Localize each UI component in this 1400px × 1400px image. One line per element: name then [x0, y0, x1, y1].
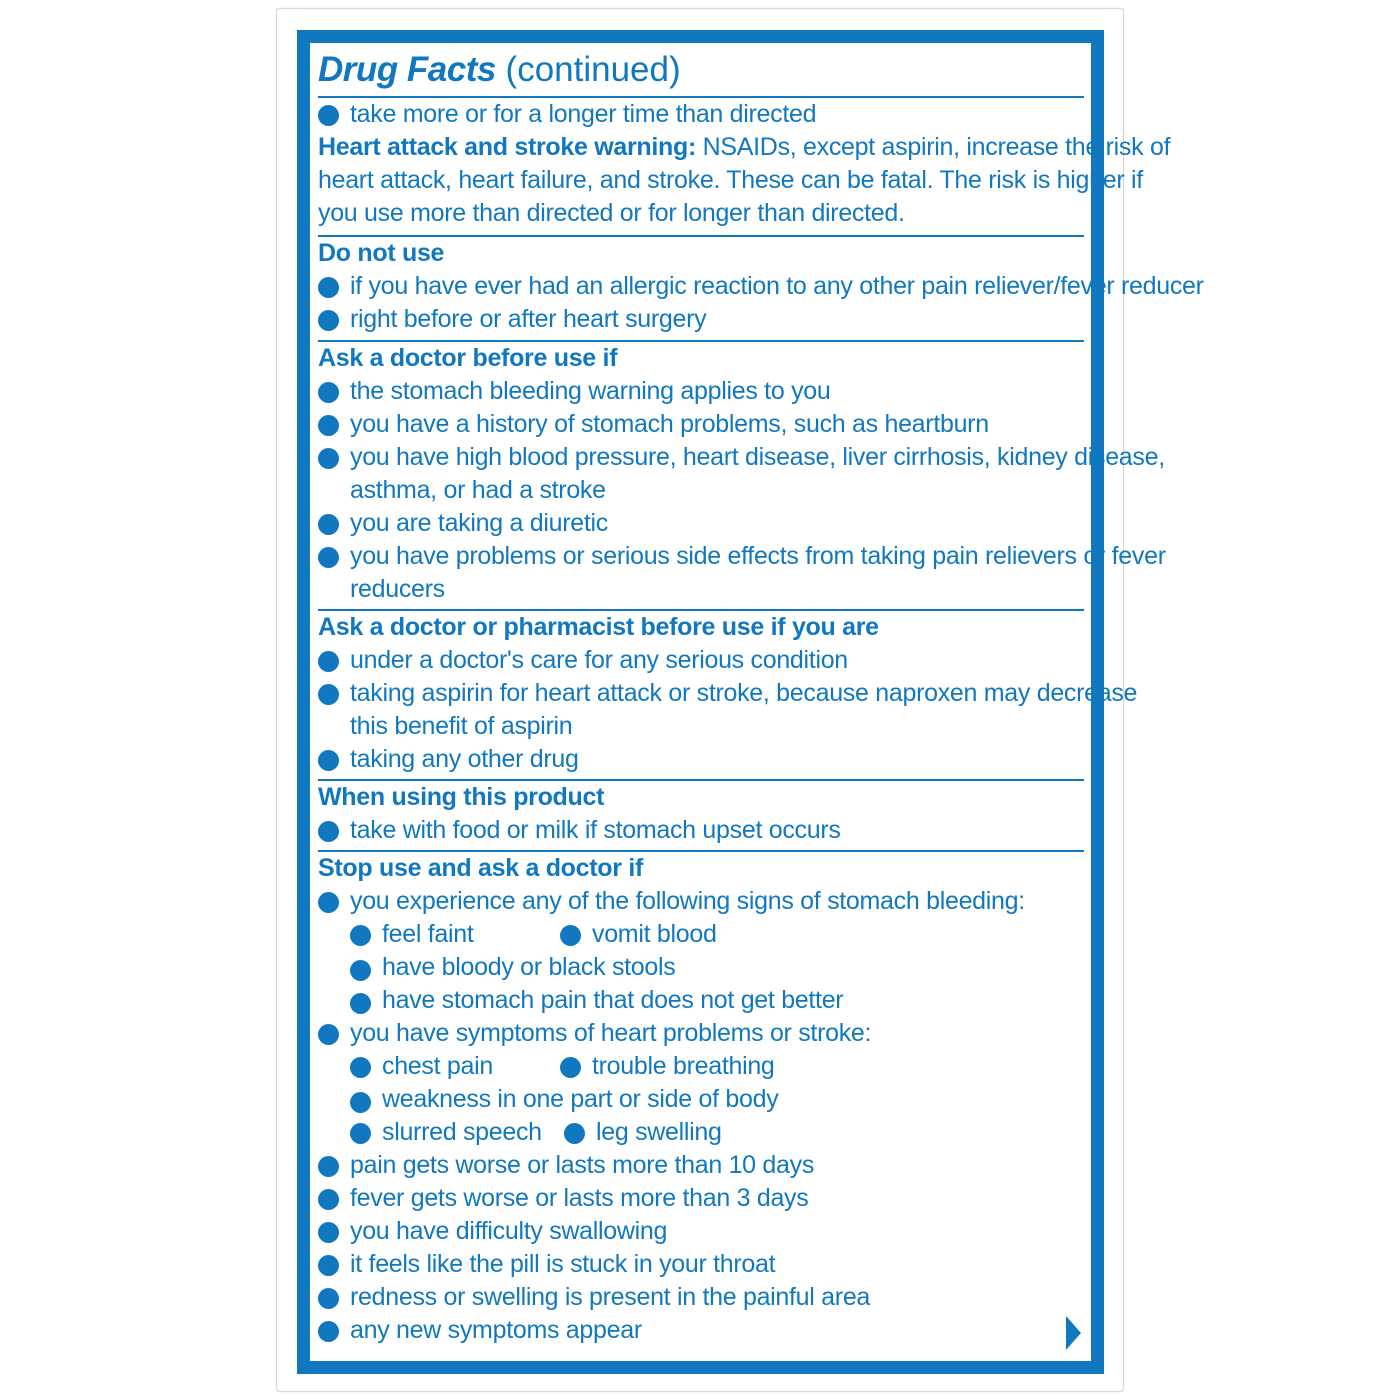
list-item: pain gets worse or lasts more than 10 days — [318, 1149, 1084, 1182]
heart-warning-line — [318, 131, 1171, 164]
list-item: you are taking a diuretic — [318, 507, 1084, 540]
section-when-using — [318, 781, 1084, 847]
list-item: take more or for a longer time than directed — [318, 98, 1084, 131]
list-item-continued: asthma, or had a stroke — [350, 476, 606, 504]
section-ask-doctor — [318, 342, 1166, 606]
section-do-not-use — [318, 237, 1204, 336]
list-item: the stomach bleeding warning applies to you — [318, 375, 1084, 408]
list-item: you have a history of stomach problems, such as heartburn — [318, 408, 1084, 441]
sub-list-item: feel faint — [350, 918, 474, 951]
section-warnings — [318, 98, 1171, 230]
list-item: fever gets worse or lasts more than 3 days — [318, 1182, 1084, 1215]
section-ask-pharmacist — [318, 611, 1138, 776]
sub-list-row — [318, 1083, 1084, 1116]
list-item: right before or after heart surgery — [318, 303, 1084, 336]
list-item: you experience any of the following signs of stomach bleeding: — [318, 885, 1084, 918]
section-heading: Ask a doctor before use if — [318, 344, 618, 372]
section-stop-use — [318, 852, 1084, 1347]
section-heading: Do not use — [318, 239, 445, 267]
list-item: it feels like the pill is stuck in your throat — [318, 1248, 1084, 1281]
page-title — [318, 44, 1084, 96]
sub-list-row — [318, 1050, 1084, 1083]
heart-warning-text: you use more than directed or for longer than directed. — [318, 199, 905, 227]
list-item: you have symptoms of heart problems or stroke: — [318, 1017, 1084, 1050]
sub-list-item: weakness in one part or side of body — [350, 1085, 778, 1113]
sub-list-item: have stomach pain that does not get better — [350, 986, 843, 1014]
list-item: taking any other drug — [318, 743, 1084, 776]
sub-list-item: have bloody or black stools — [350, 953, 675, 981]
sub-list-row — [318, 918, 1084, 951]
list-item-continued: reducers — [350, 575, 445, 603]
section-heading: Ask a doctor or pharmacist before use if you are — [318, 613, 879, 641]
sub-list-item: vomit blood — [560, 918, 717, 951]
list-item: you have problems or serious side effects from taking pain relievers or fever — [318, 540, 1084, 573]
title-rest: (continued) — [495, 50, 681, 89]
sub-list-item: chest pain — [350, 1050, 493, 1083]
heart-warning-text: NSAIDs, except aspirin, increase the risk of — [696, 133, 1171, 161]
sub-list-row — [318, 984, 1084, 1017]
heart-warning-text: heart attack, heart failure, and stroke. These can be fatal. The risk is higher if — [318, 166, 1143, 194]
sub-list-row — [318, 951, 1084, 984]
list-item: under a doctor's care for any serious condition — [318, 644, 1084, 677]
sub-list-item: leg swelling — [564, 1116, 722, 1149]
title-bold: Drug Facts — [318, 50, 496, 89]
list-item-continued: this benefit of aspirin — [350, 712, 573, 740]
list-item: any new symptoms appear — [318, 1314, 1084, 1347]
list-item: taking aspirin for heart attack or stroke, because naproxen may decrease — [318, 677, 1084, 710]
list-item: redness or swelling is present in the painful area — [318, 1281, 1084, 1314]
heart-warning-heading: Heart attack and stroke warning: — [318, 133, 697, 161]
sub-list-row — [318, 1116, 1084, 1149]
list-item: take with food or milk if stomach upset occurs — [318, 814, 1084, 847]
drug-facts-content — [318, 44, 1204, 1347]
list-item: you have high blood pressure, heart disease, liver cirrhosis, kidney disease, — [318, 441, 1084, 474]
list-item: you have difficulty swallowing — [318, 1215, 1084, 1248]
section-heading: Stop use and ask a doctor if — [318, 854, 643, 882]
section-heading: When using this product — [318, 783, 605, 811]
list-item: if you have ever had an allergic reaction to any other pain reliever/fever reducer — [318, 270, 1084, 303]
sub-list-item: trouble breathing — [560, 1050, 775, 1083]
continue-arrow-icon — [1066, 1316, 1081, 1350]
sub-list-item: slurred speech — [350, 1116, 542, 1149]
